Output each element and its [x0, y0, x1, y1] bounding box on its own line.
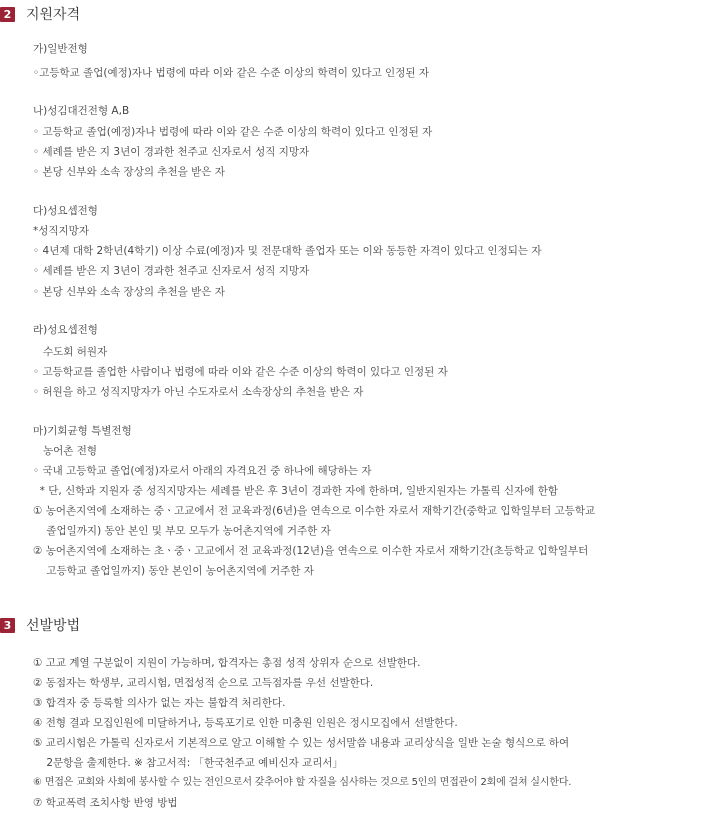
list-item: ◦ 본당 신부와 소속 장상의 추천을 받은 자	[33, 166, 225, 178]
list-item: ◦ 본당 신부와 소속 장상의 추천을 받은 자	[33, 286, 225, 298]
list-item: 농어촌 전형	[33, 445, 98, 457]
list-item: ① 농어촌지역에 소재하는 중ㆍ고교에서 전 교육과정(6년)을 연속으로 이수한 자로서 재학기간(중학교 입학일부터 고등학교	[33, 505, 596, 517]
section-header-qualifications	[0, 4, 80, 24]
section-title: 지원자격	[26, 7, 81, 23]
list-item: ◦ 세례를 받은 지 3년이 경과한 천주교 신자로서 성직 지망자	[33, 146, 310, 158]
list-item: ◦ 4년제 대학 2학년(4학기) 이상 수료(예정)자 및 전문대학 졸업자 또는 이와 동등한 자격이 있다고 인정되는 자	[33, 245, 542, 257]
group-heading: 다)성요셉전형	[33, 205, 98, 217]
list-item: ◦ 고등학교 졸업(예정)자나 법령에 따라 이와 같은 수준 이상의 학력이 있다고 인정된 자	[33, 126, 433, 138]
list-item: 2문항을 출제한다. ※ 참고서적: 「한국천주교 예비신자 교리서」	[33, 757, 344, 769]
list-item: ② 동점자는 학생부, 교리시험, 면접성적 순으로 고득점자를 우선 선발한다.	[33, 677, 374, 689]
section-title: 선발방법	[26, 618, 81, 634]
list-item: 수도회 허원자	[33, 346, 108, 358]
section-header-selection	[0, 615, 80, 635]
list-item: ◦고등학교 졸업(예정)자나 법령에 따라 이와 같은 수준 이상의 학력이 있다고 인정된 자	[33, 67, 429, 79]
group-heading: 가)일반전형	[33, 43, 88, 55]
list-item: ④ 전형 결과 모집인원에 미달하거나, 등록포기로 인한 미충원 인원은 정시모집에서 선발한다.	[33, 717, 458, 729]
list-item: * 단, 신학과 지원자 중 성직지망자는 세례를 받은 후 3년이 경과한 자에 한하며, 일반지원자는 가톨릭 신자에 한함	[33, 485, 558, 497]
list-item: ③ 합격자 중 등록할 의사가 없는 자는 불합격 처리한다.	[33, 697, 286, 709]
list-item: ① 고교 계열 구분없이 지원이 가능하며, 합격자는 총점 성적 상위자 순으로 선발한다.	[33, 657, 421, 669]
list-item: ⑥ 면접은 교회와 사회에 봉사할 수 있는 전인으로서 갖추어야 할 자질을 심사하는 것으로 5인의 면접관이 2회에 걸쳐 실시한다.	[33, 777, 572, 788]
list-item: 고등학교 졸업일까지) 동안 본인이 농어촌지역에 거주한 자	[33, 565, 314, 577]
list-item: ◦ 국내 고등학교 졸업(예정)자로서 아래의 자격요건 중 하나에 해당하는 자	[33, 465, 372, 477]
group-heading: 라)성요셉전형	[33, 324, 98, 336]
list-item: ◦ 세례를 받은 지 3년이 경과한 천주교 신자로서 성직 지망자	[33, 265, 310, 277]
group-heading: 나)성김대건전형 A,B	[33, 105, 130, 117]
list-item: *성직지망자	[33, 225, 89, 237]
list-item: ⑦ 학교폭력 조치사항 반영 방법	[33, 797, 178, 809]
list-item: ⑤ 교리시험은 가톨릭 신자로서 기본적으로 알고 이해할 수 있는 성서말씀 내용과 교리상식을 일반 논술 형식으로 하여	[33, 737, 570, 749]
group-heading: 마)기회균형 특별전형	[33, 425, 132, 437]
list-item: ② 농어촌지역에 소재하는 초ㆍ중ㆍ고교에서 전 교육과정(12년)을 연속으로 이수한 자로서 재학기간(초등학교 입학일부터	[33, 545, 589, 557]
list-item: ◦ 고등학교를 졸업한 사람이나 법령에 따라 이와 같은 수준 이상의 학력이 있다고 인정된 자	[33, 366, 448, 378]
section-number-badge: 2	[0, 7, 15, 22]
list-item: ◦ 허원을 하고 성직지망자가 아닌 수도자로서 소속장상의 추천을 받은 자	[33, 386, 364, 398]
section-number-badge: 3	[0, 618, 15, 633]
list-item: 졸업일까지) 동안 본인 및 부모 모두가 농어촌지역에 거주한 자	[33, 525, 331, 537]
